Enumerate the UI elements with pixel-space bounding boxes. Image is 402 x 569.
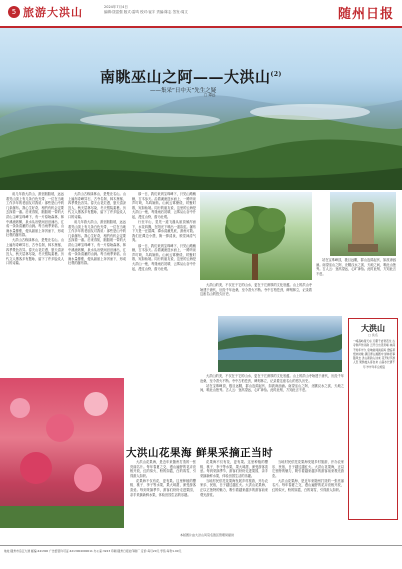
paragraph: 那一日，我们来到宝珠峰下，只见山路蜿蜒，古木参天。沿着溪流逆水而上，一路听泉声叮咚，鸟鸣婉转。山间云雾缭绕，时聚时散，宛如仙境。同行的朋友说，这里的云海是大洪山一绝，每逢雨后初晴，云雾从山谷中升起，漫过山脊，蔚为壮观。 bbox=[132, 243, 196, 271]
footer-info: 地址:随州市沿江大道 邮编:441300 广告经营许可证:4213004000011 办公室:3223 印刷:随州日报社印刷厂 定价:每月20元 零售:每份1.00元 bbox=[4, 549, 182, 553]
page-number: 5 bbox=[8, 6, 20, 18]
lake-photo bbox=[218, 316, 342, 372]
section-two-title: 大洪山花果海 鲜果采摘正当时 bbox=[126, 447, 274, 459]
paragraph: 大洪山古称绿林山，是楚北名山。山上遍布奇峰异石，古寺名刹，林木葱郁，四季景色各异。春天山花烂漫，夏天清凉宜人，秋天层林尽染，冬天银装素裹。历代文人墨客多有题咏，留下了许多脍炙人口的诗篇。 bbox=[6, 238, 64, 266]
tree-illustration bbox=[200, 192, 312, 280]
article-column-9 bbox=[272, 460, 344, 530]
article-column-4 bbox=[200, 283, 312, 317]
stone-stele-photo bbox=[330, 192, 396, 256]
paragraph: 那一日，我们来到宝珠峰下，只见山路蜿蜒，古木参天。沿着溪流逆水而上，一路听泉声叮咚，鸟鸣婉转。山间云雾缭绕，时聚时散，宛如仙境。同行的朋友说，这里的云海是大洪山一绝，每逢雨后初晴，云雾从山谷中升起，漫过山脊，蔚为壮观。 bbox=[132, 192, 196, 219]
paragraph: 前几年游大洪山，游至胭脂坡，远远看见山顶上有几条白色光带，一位在当地工作多年的老朋友对我说：那些是山中的几条瀑布。我心生好奇，相约有机会定要去探看一番。后来得知，胭脂坡一带的大洪山主峰宝珠峰下，有一片原始森林，林中溪流纵横，泉水从岩壁间汩汩涌出，汇成一条条清澈的山涧。每当雨季来临，山涧水量暴涨，便从悬崖上奔泻而下，形成壮观的瀑布群。 bbox=[68, 220, 126, 266]
article-column-7 bbox=[130, 460, 196, 530]
paragraph: 当地村民依托花果海发展乡村旅游，开办农家乐、民宿，日子越过越红火。大洪山花果海，正以它独特的魅力，吸引着越来越多的游客前来观光游览。 bbox=[272, 460, 344, 478]
photo-credit: 本版图片由大洪山风景名胜区管理局提供 bbox=[180, 533, 235, 537]
paragraph: 大洪山花果海，是近年来随州打造的一张亮丽名片。每年春夏之交，漫山遍野的花卉竞相开放，红的似火，粉的如霞，白的赛雪，引得游人如织。 bbox=[272, 478, 344, 493]
sidebar-title: 大洪山 bbox=[361, 323, 385, 333]
sidebar-poem: 一峰高峙楚天东 万壑千岩势若龙 古寺钟声传远韵 云开日出见奇峰 林深不知年岁久 泉响常闻涧底鸣 登临莫恨来时晚 满目青山画图中 绿林旧事随风去 洪山新韵入诗来 花开时节游人至 果熟枝头客自来 山高水长情不尽 岁岁年年总相宜 bbox=[352, 339, 396, 369]
paragraph: 前几年游大洪山，游至胭脂坡，远远看见山顶上有几条白色光带，一位在当地工作多年的老朋友对我说：那些是山中的几条瀑布。我心生好奇，相约有机会定要去探看一番。后来得知，胭脂坡一带的大洪山主峰宝珠峰下，有一片原始森林，林中溪流纵横，泉水从岩壁间汩汩涌出，汇成一条条清澈的山涧。每当雨季来临，山涧水量暴涨，便从悬崖上奔泻而下，形成壮观的瀑布群。 bbox=[6, 192, 64, 238]
article-column-2 bbox=[68, 192, 126, 380]
issue-editors: 编辑:饶富强 版式:雷鸣 校对:崔宇 责编:陈志 签发:周文 bbox=[104, 10, 188, 14]
poem-sidebar bbox=[348, 318, 398, 520]
hero-author: □ 谭远 bbox=[204, 93, 216, 97]
paragraph: 大洪山的美，不仅在于它的山水，更在于它深厚的文化底蕴。山上的洪山寺始建于唐代，历经千年沧桑，至今香火不断。寺中古柏苍劲，碑刻林立，记录着这座名山的悠久历史。 bbox=[200, 283, 312, 297]
flower-field-photo bbox=[0, 378, 124, 528]
paragraph: 大洪山古称绿林山，是楚北名山。山上遍布奇峰异石，古寺名刹，林木葱郁，四季景色各异。春天山花烂漫，夏天清凉宜人，秋天层林尽染，冬天银装素裹。历代文人墨客多有题咏，留下了许多脍炙人口的诗篇。 bbox=[68, 192, 126, 219]
paragraph: 花果海不仅有花，更有果。这里种植的樱桃、桃子、李子等水果，果大味甜，深受游客喜爱。每到采摘季节，游客们纷纷走进果园，亲手采摘新鲜水果，体验田园生活的乐趣。 bbox=[200, 460, 268, 478]
paragraph: 花果海不仅有花，更有果。这里种植的樱桃、桃子、李子等水果，果大味甜，深受游客喜爱。每到采摘季节，游客们纷纷走进果园，亲手采摘新鲜水果，体验田园生活的乐趣。 bbox=[130, 478, 196, 497]
paragraph: 站在宝珠峰顶，极目远眺，群山连绵起伏，如波涛汹涌。南望巫山之阿，北眺汉水之滨，天地之间，唯此山独秀。古人云：登高望远，心旷神怡。此时此刻，方知此言不虚。 bbox=[200, 383, 344, 393]
article-column-8 bbox=[200, 460, 268, 530]
hero-subtitle: ——集采“日中天”先生之疑 bbox=[150, 88, 217, 94]
article-column-3 bbox=[132, 192, 196, 442]
hero-landscape-photo bbox=[0, 28, 402, 190]
forest-photo bbox=[200, 192, 312, 280]
issue-date: 2024年7月4日 bbox=[104, 5, 128, 9]
article-column-6 bbox=[200, 374, 344, 442]
paragraph: 当地村民依托花果海发展乡村旅游，开办农家乐、民宿，日子越过越红火。大洪山花果海，正以它独特的魅力，吸引着越来越多的游客前来观光游览。 bbox=[200, 478, 268, 497]
article-column-1 bbox=[6, 192, 64, 380]
paragraph: 大洪山花果海，是近年来随州打造的一张亮丽名片。每年春夏之交，漫山遍野的花卉竞相开放，红的似火，粉的如霞，白的赛雪，引得游人如织。 bbox=[130, 460, 196, 478]
article-column-5 bbox=[316, 258, 396, 314]
newspaper-logo: 随州日报 bbox=[337, 7, 394, 22]
section-title: 旅游大洪山 bbox=[23, 6, 83, 19]
stele-illustration bbox=[330, 192, 396, 256]
paragraph: 行至半山，忽见一道飞瀑从崖顶倾泻而下，水花四溅，在阳光下映出一道彩虹。瀑布下方是一汪碧潭，潭水清澈见底，游鱼可数。我们在潭边小憩，掬一捧清泉，顿觉神清气爽。 bbox=[132, 220, 196, 243]
sidebar-author: □ 佚名 bbox=[368, 333, 378, 337]
lake-illustration bbox=[218, 316, 342, 372]
footer-divider bbox=[0, 545, 402, 546]
paragraph: 站在宝珠峰顶，极目远眺，群山连绵起伏，如波涛汹涌。南望巫山之阿，北眺汉水之滨，天地之间，唯此山独秀。古人云：登高望远，心旷神怡。此时此刻，方知此言不虚。 bbox=[316, 258, 396, 276]
mountain-landscape bbox=[0, 28, 402, 190]
flowers-illustration bbox=[0, 378, 124, 528]
hero-title: 南眺巫山之阿——大洪山$^{(2)}$ bbox=[100, 68, 282, 86]
issue-info bbox=[104, 5, 224, 15]
paragraph: 大洪山的美，不仅在于它的山水，更在于它深厚的文化底蕴。山上的洪山寺始建于唐代，历经千年沧桑，至今香火不断。寺中古柏苍劲，碑刻林立，记录着这座名山的悠久历史。 bbox=[200, 374, 344, 383]
